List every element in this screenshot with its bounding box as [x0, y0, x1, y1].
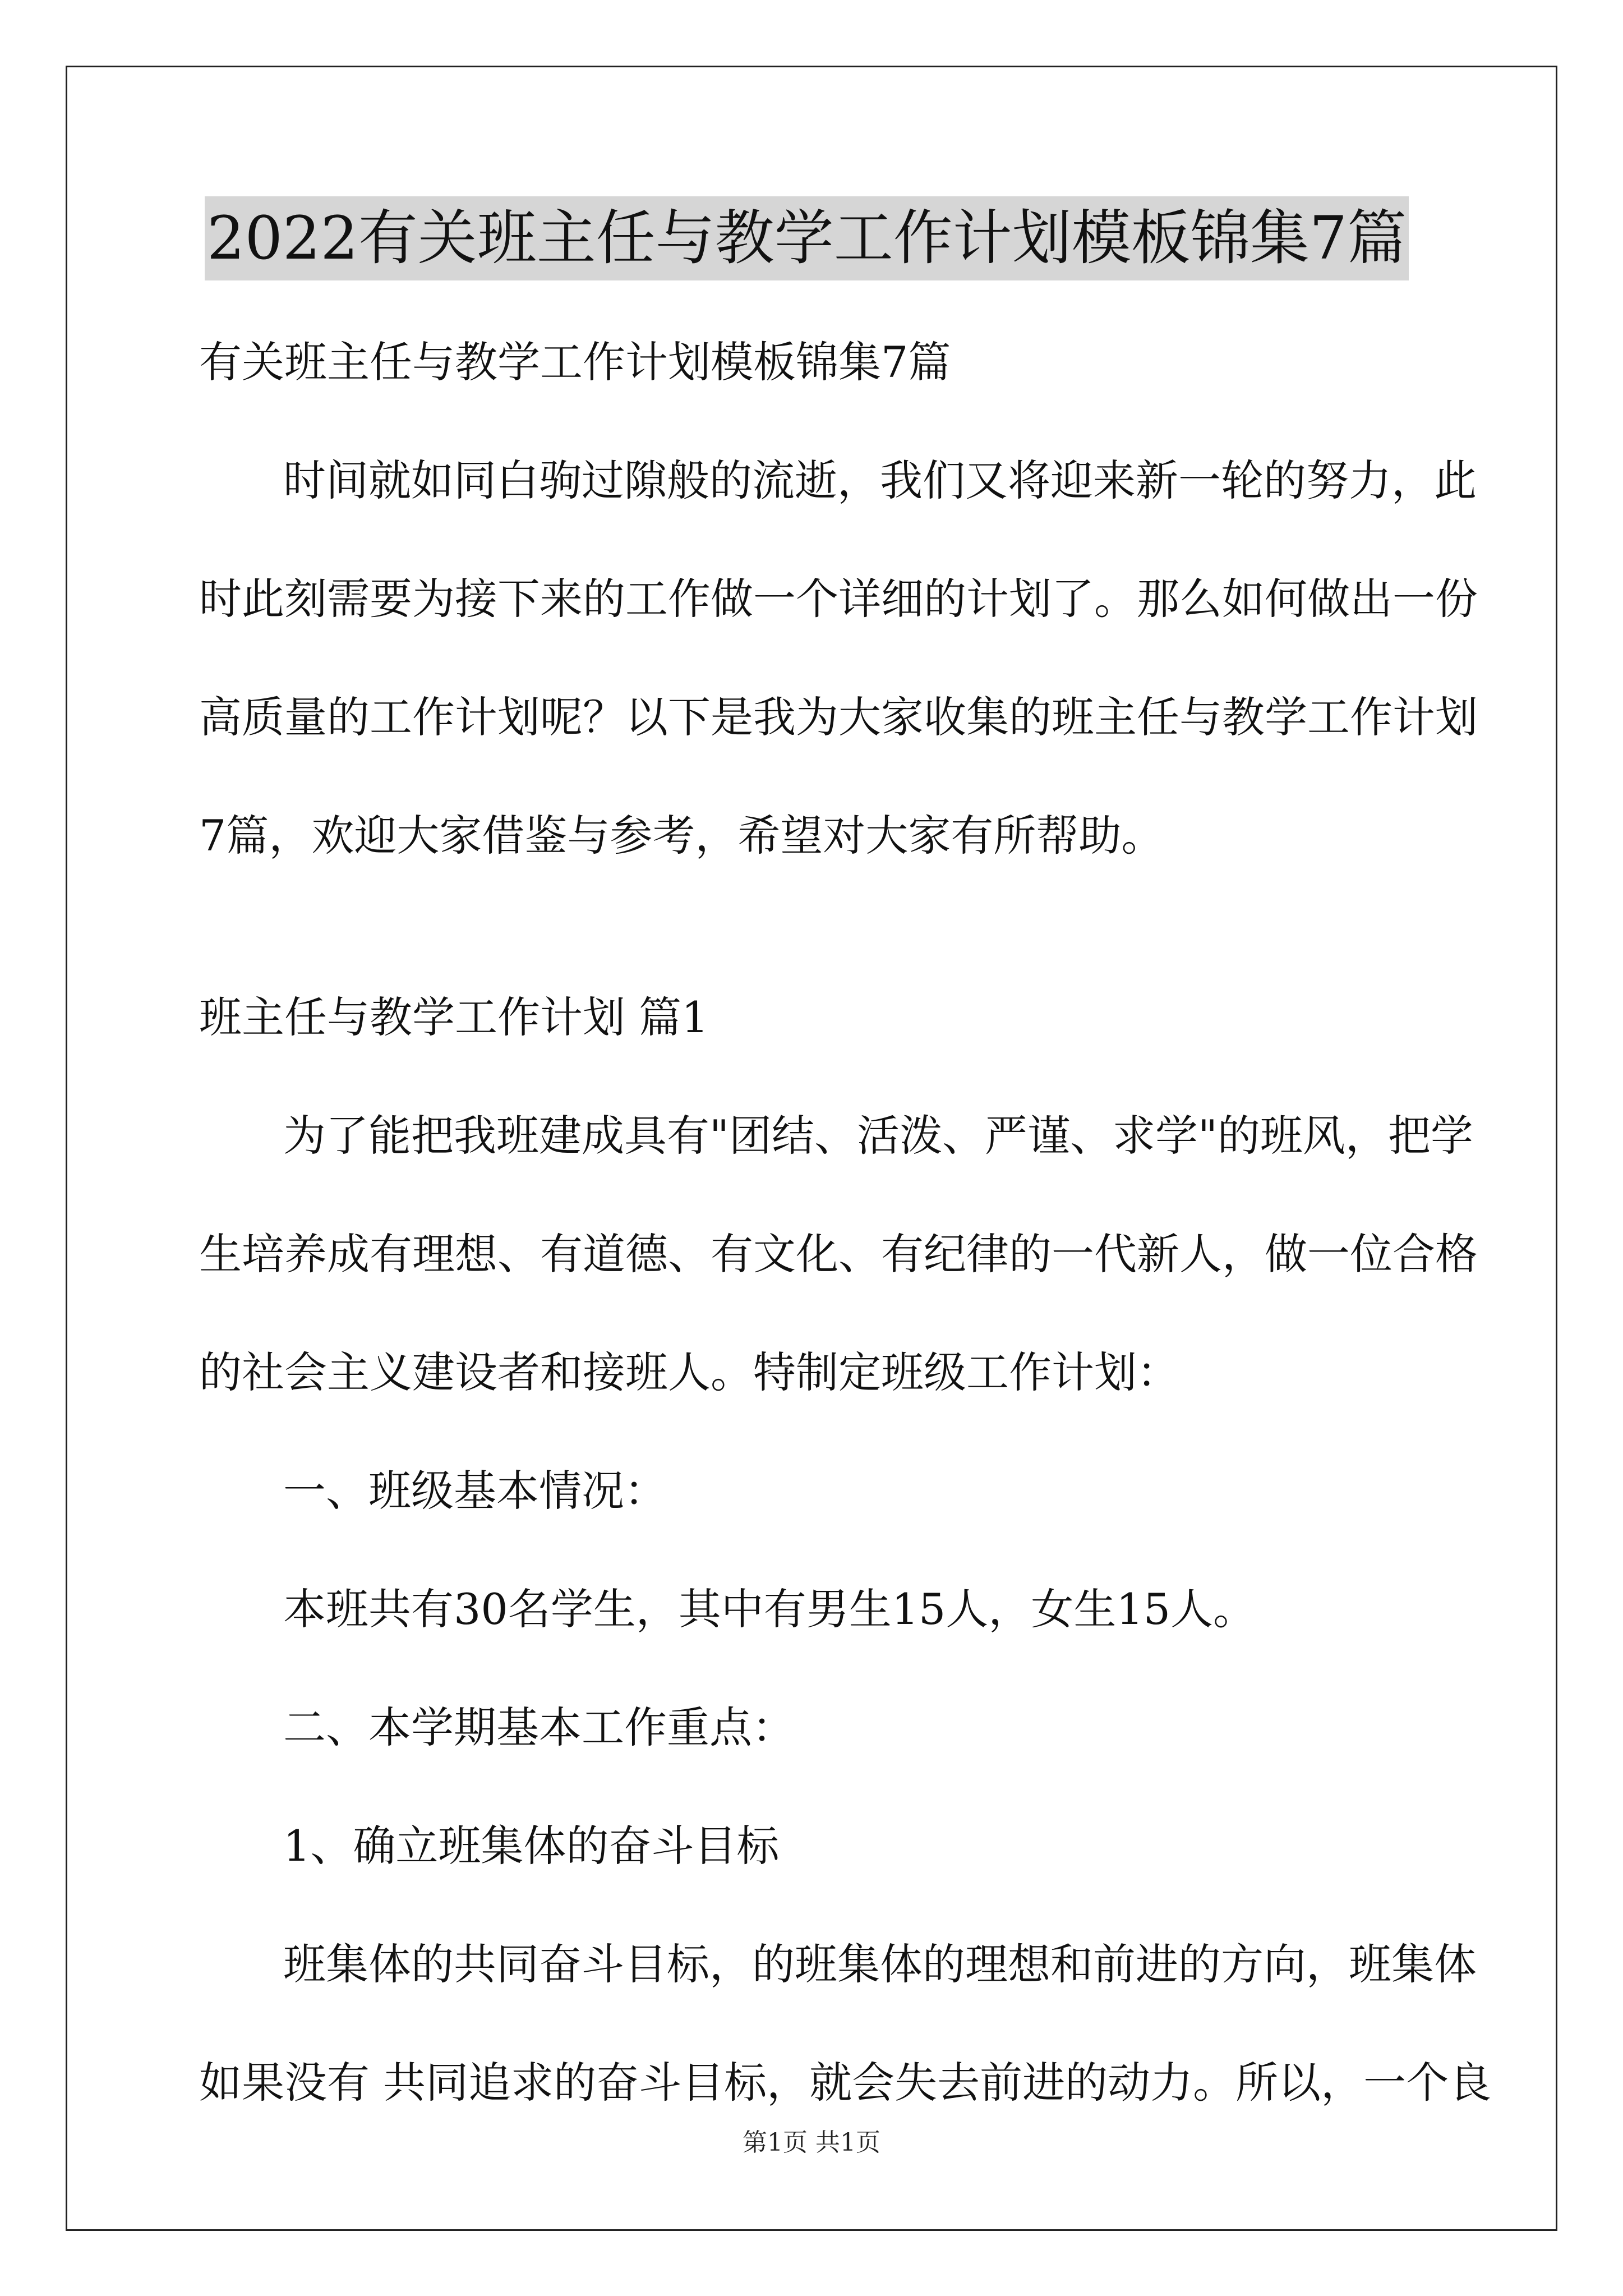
section-paragraph-line: 的社会主义建设者和接班人。特制定班级工作计划： [199, 1347, 1179, 1397]
intro-line: 时间就如同白驹过隙般的流逝，我们又将迎来新一轮的努力，此 [283, 455, 1477, 505]
work-focus-heading: 二、本学期基本工作重点： [283, 1703, 795, 1752]
section-heading: 班主任与教学工作计划 篇1 [199, 992, 709, 1042]
goal-subheading: 1、确立班集体的奋斗目标 [283, 1821, 780, 1871]
intro-line: 高质量的工作计划呢？以下是我为大家收集的班主任与教学工作计划 [199, 692, 1478, 742]
section-paragraph-line: 为了能把我班建成具有"团结、活泼、严谨、求学"的班风，把学 [283, 1111, 1473, 1161]
class-info-text: 本班共有30名学生，其中有男生15人，女生15人。 [283, 1584, 1256, 1634]
intro-line: 时此刻需要为接下来的工作做一个详细的计划了。那么如何做出一份 [199, 574, 1478, 624]
title-row [199, 196, 1430, 280]
page-number-footer: 第1页 共1页 [743, 2128, 880, 2157]
document-title: 2022有关班主任与教学工作计划模板锦集7篇 [205, 196, 1409, 280]
section-paragraph-line: 生培养成有理想、有道德、有文化、有纪律的一代新人，做一位合格 [199, 1229, 1478, 1279]
closing-line: 如果没有 共同追求的奋斗目标，就会失去前进的动力。所以，一个良 [199, 2058, 1492, 2108]
intro-line: 7篇，欢迎大家借鉴与参考，希望对大家有所帮助。 [199, 811, 1164, 861]
document-body [199, 196, 1492, 2114]
document-subtitle: 有关班主任与教学工作计划模板锦集7篇 [199, 337, 951, 387]
class-info-heading: 一、班级基本情况： [283, 1466, 667, 1516]
closing-line: 班集体的共同奋斗目标，的班集体的理想和前进的方向，班集体 [283, 1939, 1477, 1989]
